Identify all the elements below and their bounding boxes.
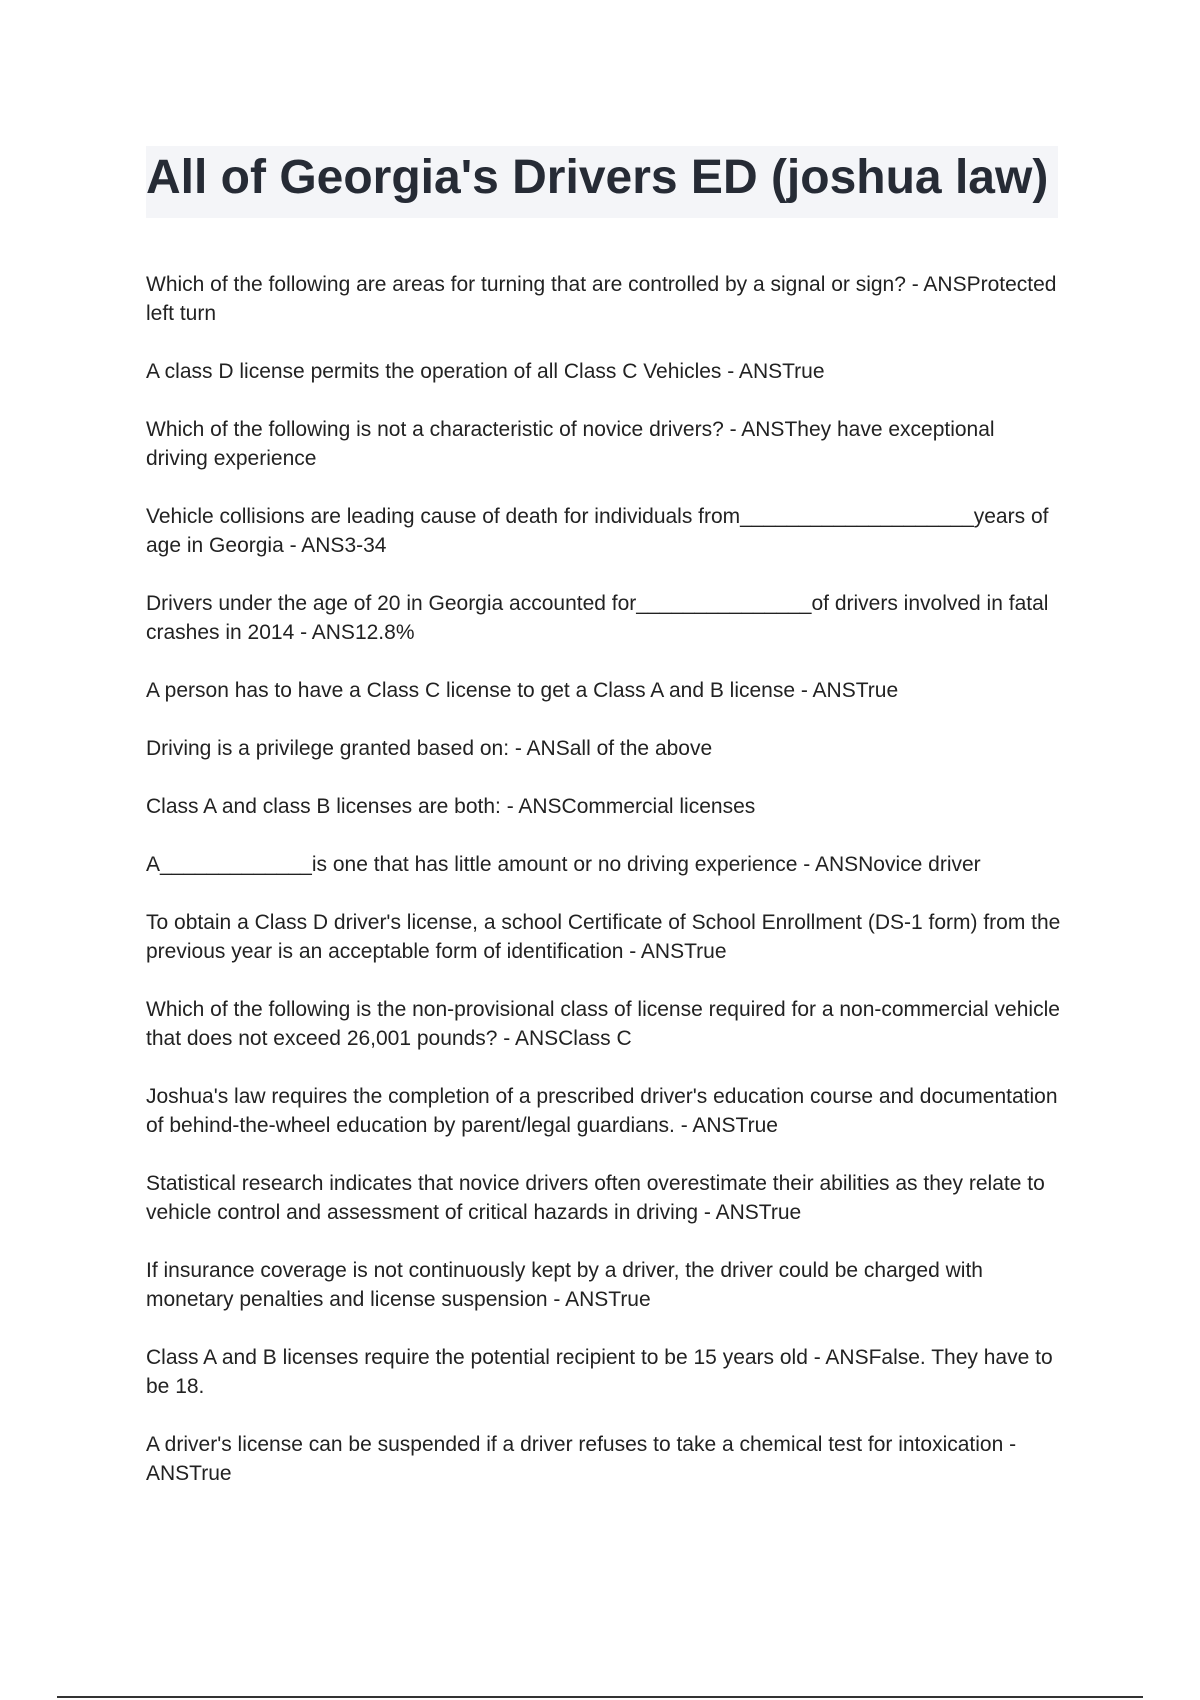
qa-item: A_____________is one that has little amount or no driving experience - ANSNovice driver — [146, 853, 981, 876]
question-answer-list — [146, 270, 1061, 1517]
qa-item: If insurance coverage is not continuously kept by a driver, the driver could be charged with monetary penalties and license suspension - ANSTrue — [146, 1259, 983, 1311]
qa-item: Class A and class B licenses are both: - ANSCommercial licenses — [146, 795, 756, 818]
qa-item: A driver's license can be suspended if a driver refuses to take a chemical test for intoxication - ANSTrue — [146, 1433, 1017, 1485]
qa-item: Class A and B licenses require the potential recipient to be 15 years old - ANSFalse. They have to be 18. — [146, 1346, 1053, 1398]
qa-item: Which of the following is the non-provisional class of license required for a non-commercial vehicle that does not exceed 26,001 pounds? - ANSClass C — [146, 998, 1060, 1050]
qa-item: A class D license permits the operation of all Class C Vehicles - ANSTrue — [146, 360, 825, 383]
qa-item: To obtain a Class D driver's license, a school Certificate of School Enrollment (DS-1 form) from the previous year is an acceptable form of identification - ANSTrue — [146, 911, 1061, 963]
qa-item: A person has to have a Class C license to get a Class A and B license - ANSTrue — [146, 679, 899, 702]
qa-item: Joshua's law requires the completion of a prescribed driver's education course and documentation of behind-the-wheel education by parent/legal guardians. - ANSTrue — [146, 1085, 1058, 1137]
qa-item: Which of the following is not a characteristic of novice drivers? - ANSThey have exceptional driving experience — [146, 418, 995, 470]
qa-item: Which of the following are areas for turning that are controlled by a signal or sign? - ANSProtected left turn — [146, 273, 1057, 325]
qa-item: Driving is a privilege granted based on: - ANSall of the above — [146, 737, 713, 760]
footer-divider — [57, 1696, 1143, 1698]
qa-item: Drivers under the age of 20 in Georgia accounted for_______________of drivers involved in fatal crashes in 2014 - ANS12.8% — [146, 592, 1049, 644]
qa-item: Vehicle collisions are leading cause of death for individuals from____________________years of age in Georgia - ANS3-34 — [146, 505, 1049, 557]
title-block — [146, 146, 1058, 218]
page-title: All of Georgia's Drivers ED (joshua law) — [146, 151, 1049, 204]
qa-item: Statistical research indicates that novice drivers often overestimate their abilities as they relate to vehicle control and assessment of critical hazards in driving - ANSTrue — [146, 1172, 1045, 1224]
